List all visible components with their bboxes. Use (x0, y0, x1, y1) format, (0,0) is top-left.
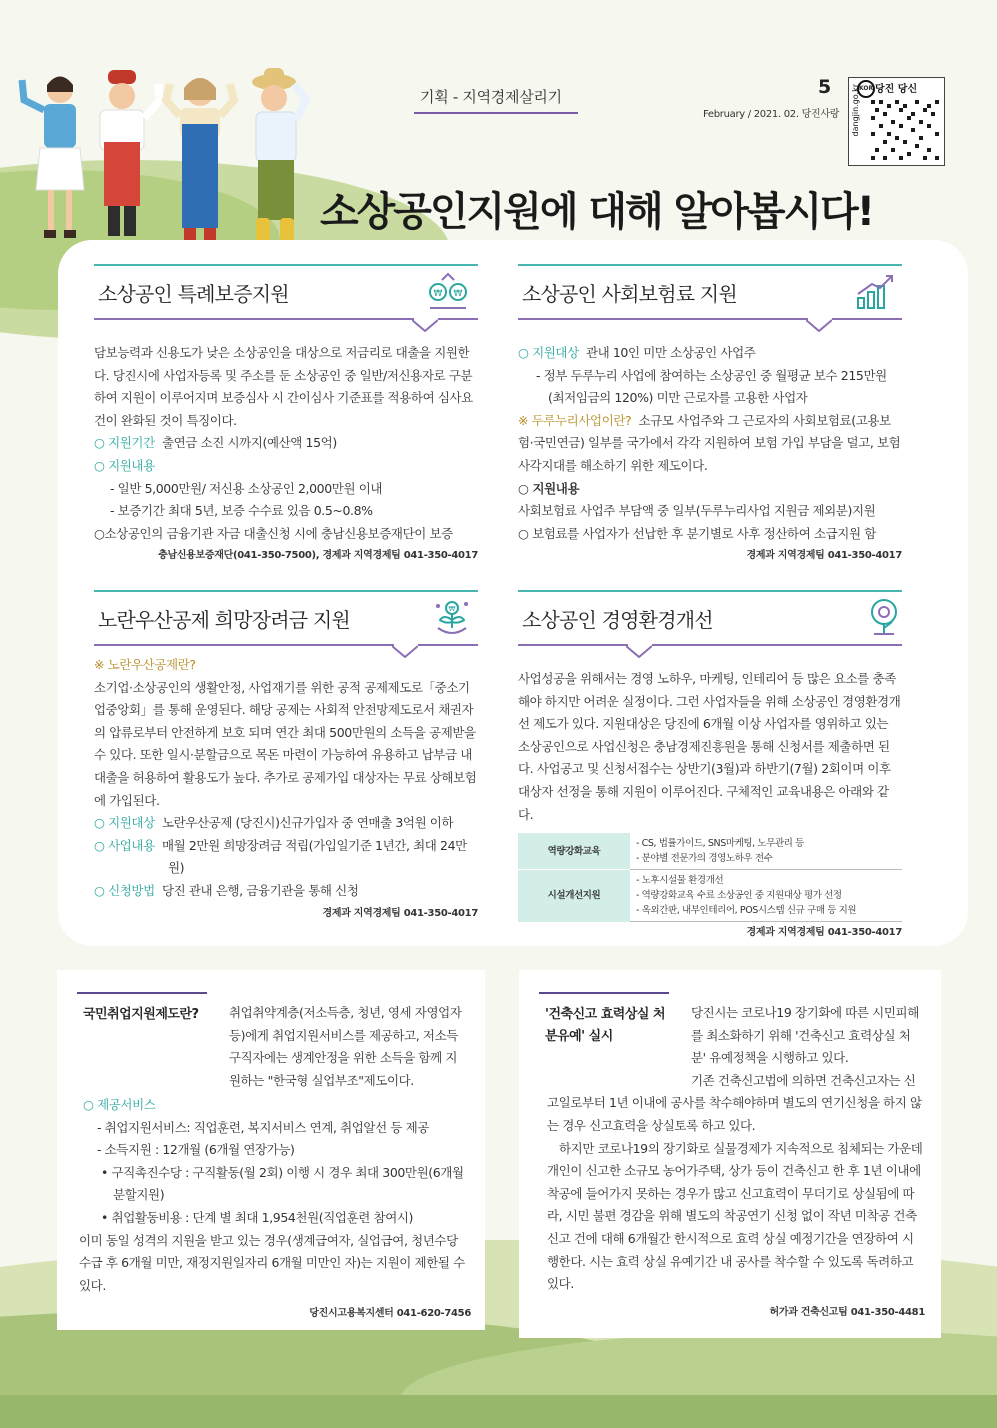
section-bottom-rule (94, 318, 414, 320)
table-header-cell: 역량강화교육 (518, 833, 630, 870)
intro-text: 소기업·소상공인의 생활안정, 사업재기를 위한 공적 공제제도로「중소기업중앙회」를 통해 운영된다. 해당 공제는 사회적 안전망제도로서 채권자의 압류로부터 안전하게 보호 되며 연간 최대 500만원의 소득을 공제받을 수 있다. 또한 일시·분할금으로 목돈 마련이 가능하여 유용하고 납부금 내 대출을 허용하여 활용도가 높다. 추가로 공제가입 대상자는 무료 상해보험에 가입된다. (94, 679, 477, 808)
target-value: 관내 10인 미만 소상공인 사업주 (585, 345, 756, 360)
svg-text:₩: ₩ (433, 289, 443, 299)
service-item: • 구직촉진수당 : 구직활동(월 2회) 이행 시 경우 최대 300만원(6개월 분할지원) (101, 1164, 464, 1203)
intro-text: 사업성공을 위해서는 경영 노하우, 마케팅, 인테리어 등 많은 요소를 충족해야 하지만 어려운 실정이다. 그런 사업자들을 위해 소상공인 경영환경개선 제도가 있다. 지원대상은 당진에 6개월 이상 사업자를 영위하고 있는 소상공인으로 사업신청은 충남경제진흥원을 통해 신청서를 제출하면 된다. 사업공고 및 신청서접수는 상반기(3월)과 하반기(7월) 2회이며 이후 대상자 선정을 통해 지원이 이루어진다. 구체적인 교육내용은 아래와 같다. (518, 671, 901, 822)
target (94, 812, 478, 835)
support-period-label: ○ 지원기간 (94, 435, 155, 451)
section-bottom-rule (518, 644, 628, 646)
card-body (79, 1094, 471, 1326)
table-item: - 분야별 전문가의 경영노하우 전수 (636, 853, 773, 865)
card-title: 국민취업지원제도란? (83, 1007, 199, 1022)
method-value: 당진 관내 은행, 금융기관을 통해 신청 (161, 882, 359, 898)
table-item: - CS, 법률가이드, SNS마케팅, 노무관리 등 (636, 838, 804, 850)
paragraph: 하지만 코로나19의 장기화로 실물경제가 지속적으로 침체되는 가운데 개인이 신고한 소규모 농어가주택, 상가 등이 건축신고 한 후 1년 이내에 착공에 들어가지 못하는 경우가 많고 신고효력이 무더기로 상실됨에 따라, 시민 불편 경감을 위해 별도의 착공연기 신청 없이 작년 미착공 건축신고 건에 대해 6개월간 한시적으로 효력 상실 예정기간을 연장하여 시행한다. 시는 효력 상실 유예기간 내 공사를 착수할 수 있도록 독려하고 있다. (547, 1140, 923, 1292)
paragraph: 기존 건축신고법에 의하면 건축신고자는 신고일로부터 1년 이내에 공사를 착수해야하며 별도의 연기신청을 하지 않는 경우 신고효력을 상실토록 하고 있다. (547, 1072, 922, 1133)
table-value-cell (630, 870, 902, 922)
header-category-underline (414, 112, 578, 114)
main-title: 소상공인지원에 대해 알아봅시다! (320, 189, 874, 235)
content-value: 매월 2만원 희망장려금 적립(가입일기준 1년간, 최대 24만원) (161, 837, 467, 876)
table-item: - 역량강화교육 수료 소상공인 중 지원대상 평가 선정 (636, 890, 842, 902)
content-label: ○ 사업내용 (94, 837, 155, 853)
method-label: ○ 신청방법 (94, 882, 155, 898)
source-contact: 충남신용보증재단(041-350-7500), 경제과 지역경제팀 041-350-4017 (158, 550, 478, 562)
svg-text:₩: ₩ (453, 289, 463, 299)
section-notch (806, 319, 832, 332)
bottom-ground (0, 1395, 997, 1428)
source-contact: 경제과 지역경제팀 041-350-4017 (322, 907, 478, 919)
source-contact: 허가과 건축신고팀 041-350-4481 (769, 1306, 925, 1318)
note-label: ※ 두루누리사업이란? (518, 412, 632, 428)
section-body (94, 654, 478, 925)
section-body (94, 342, 478, 568)
card-intro: 취업취약계층(저소득층, 청년, 영세 자영업자 등)에게 취업지원서비스를 제공하고, 저소득 구직자에는 생계안정을 위한 소득을 함께 지원하는 "한국형 실업부조"제도이다. (229, 1005, 462, 1088)
card-title-rule (539, 992, 669, 994)
section-title: 소상공인 특례보증지원 (98, 282, 289, 306)
qr-pattern-icon (869, 98, 941, 162)
page-number: 5 (818, 76, 832, 98)
note-value: 소규모 사업주와 그 근로자의 사회보험료(고용보험·국민연금) 일부를 국가에서 각각 지원하여 보험 가입 부담을 덜고, 보험 사각지대를 해소하기 위한 제도이다. (518, 412, 901, 473)
content-value: 사회보험료 사업주 부담액 중 일부(두루누리사업 지원금 제외분)지원 (518, 503, 876, 519)
support-content-item: - 보증기간 최대 5년, 보증 수수료 있음 0.5~0.8% (110, 503, 373, 519)
section-body (518, 668, 902, 945)
building-report-card (519, 970, 941, 1338)
money-plant-icon (430, 598, 474, 638)
svg-text:₩: ₩ (448, 605, 456, 613)
note-label: ※ 노란우산공제란? (94, 657, 196, 672)
service-label: ○ 제공서비스 (83, 1097, 156, 1112)
employment-support-card (57, 970, 485, 1330)
section-title: 소상공인 경영환경개선 (522, 608, 713, 632)
target-label: ○ 지원대상 (94, 815, 155, 831)
source-contact: 경제과 지역경제팀 041-350-4017 (746, 550, 902, 562)
source-contact: 당진시고용복지센터 041-620-7456 (309, 1308, 471, 1320)
section-top-rule (518, 590, 902, 592)
idea-tree-icon (862, 598, 906, 638)
section-bottom-rule-end (418, 644, 478, 646)
section-bottom-rule (94, 644, 394, 646)
table-header-cell: 시설개선지원 (518, 870, 630, 922)
content-label: ○ 지원내용 (518, 480, 580, 496)
section-bottom-rule-end (832, 318, 902, 320)
section-notch (412, 319, 438, 332)
section-top-rule (94, 264, 478, 266)
table-row (518, 870, 902, 922)
qr-brand: 당진 당신 (875, 84, 918, 95)
main-content-card (58, 240, 968, 946)
intro-text: 담보능력과 신용도가 낮은 소상공인을 대상으로 저금리로 대출을 지원한다. 당진시에 사업자등록 및 주소를 둔 소상공인 중 일반/저신용자로 구분하여 지원이 이루어지며 보증심사 시 간이심사 기준표를 적용하여 심사요건이 완화된 것이 특징이다. (94, 345, 473, 428)
qr-badge: KOR (857, 80, 875, 98)
support-content-item: - 일반 5,000만원/ 저신용 소상공인 2,000만원 이내 (110, 480, 383, 496)
note-text: 이미 동일 성격의 지원을 받고 있는 경우(생계급여자, 실업급여, 청년수당 수급 후 6개월 미만, 재정지원일자리 6개월 미만인 자)는 지원이 제한될 수 있다. (79, 1232, 465, 1293)
section-top-rule (518, 264, 902, 266)
header-category: 기획 - 지역경제살리기 (420, 88, 562, 106)
method (94, 880, 478, 903)
table-row (518, 833, 902, 870)
qr-site: dangjin.go.kr (851, 84, 860, 137)
support-period-value: 출연금 소진 시까지(예산액 15억) (161, 435, 337, 451)
source-contact: 경제과 지역경제팀 041-350-4017 (746, 927, 902, 939)
growth-chart-icon (854, 272, 898, 312)
note (518, 410, 902, 478)
section-top-rule (94, 590, 478, 592)
qr-code (848, 77, 945, 166)
section-body (518, 342, 902, 568)
content (94, 835, 478, 880)
table-value-cell (630, 833, 902, 870)
section-notch (626, 645, 652, 658)
money-bag-icon (426, 272, 470, 312)
support-period (94, 432, 478, 455)
apply-text: ○소상공인의 금융기관 자금 대출신청 시에 충남신용보증재단이 보증 (94, 525, 453, 541)
service-item: • 취업활동비용 : 단계 별 최대 1,954천원(직업훈련 참여시) (101, 1209, 414, 1225)
education-table (518, 832, 902, 922)
method-text: ○ 보험료를 사업자가 선납한 후 분기별로 사후 정산하여 소급지원 함 (518, 525, 876, 541)
paragraph: 당진시는 코로나19 장기화에 따른 시민피해를 최소화하기 위해 '건축신고 효력상실 처분' 유예정책을 시행하고 있다. (691, 1005, 919, 1066)
section-title: 노란우산공제 희망장려금 지원 (98, 608, 350, 632)
target-label: ○ 지원대상 (518, 345, 579, 360)
table-item: - 노후시설물 환경개선 (636, 875, 724, 887)
card-title-rule (77, 992, 207, 994)
section-bottom-rule-end (438, 318, 478, 320)
service-item: - 취업지원서비스: 직업훈련, 복지서비스 연계, 취업알선 등 제공 (97, 1119, 429, 1135)
support-content-label: ○ 지원내용 (94, 457, 155, 473)
service-item: - 소득지원 : 12개월 (6개월 연장가능) (97, 1142, 295, 1158)
publication-date: February / 2021. 02. 당진사랑 (703, 109, 840, 120)
table-item: - 옥외간판, 내부인테리어, POS시스템 신규 구매 등 지원 (636, 905, 857, 917)
section-title: 소상공인 사회보험료 지원 (522, 282, 737, 306)
section-bottom-rule (518, 318, 808, 320)
card-body (547, 1002, 925, 1324)
card-title: '건축신고 효력상실 처분유예' 실시 (545, 1007, 666, 1044)
section-bottom-rule-end (652, 644, 902, 646)
target-detail: - 정부 두루누리 사업에 참여하는 소상공인 중 월평균 보수 215만원(최저임금의 120%) 미만 근로자를 고용한 사업자 (536, 367, 887, 406)
target-value: 노란우산공제 (당진시)신규가입자 중 연매출 3억원 이하 (161, 815, 454, 831)
target (518, 342, 902, 365)
